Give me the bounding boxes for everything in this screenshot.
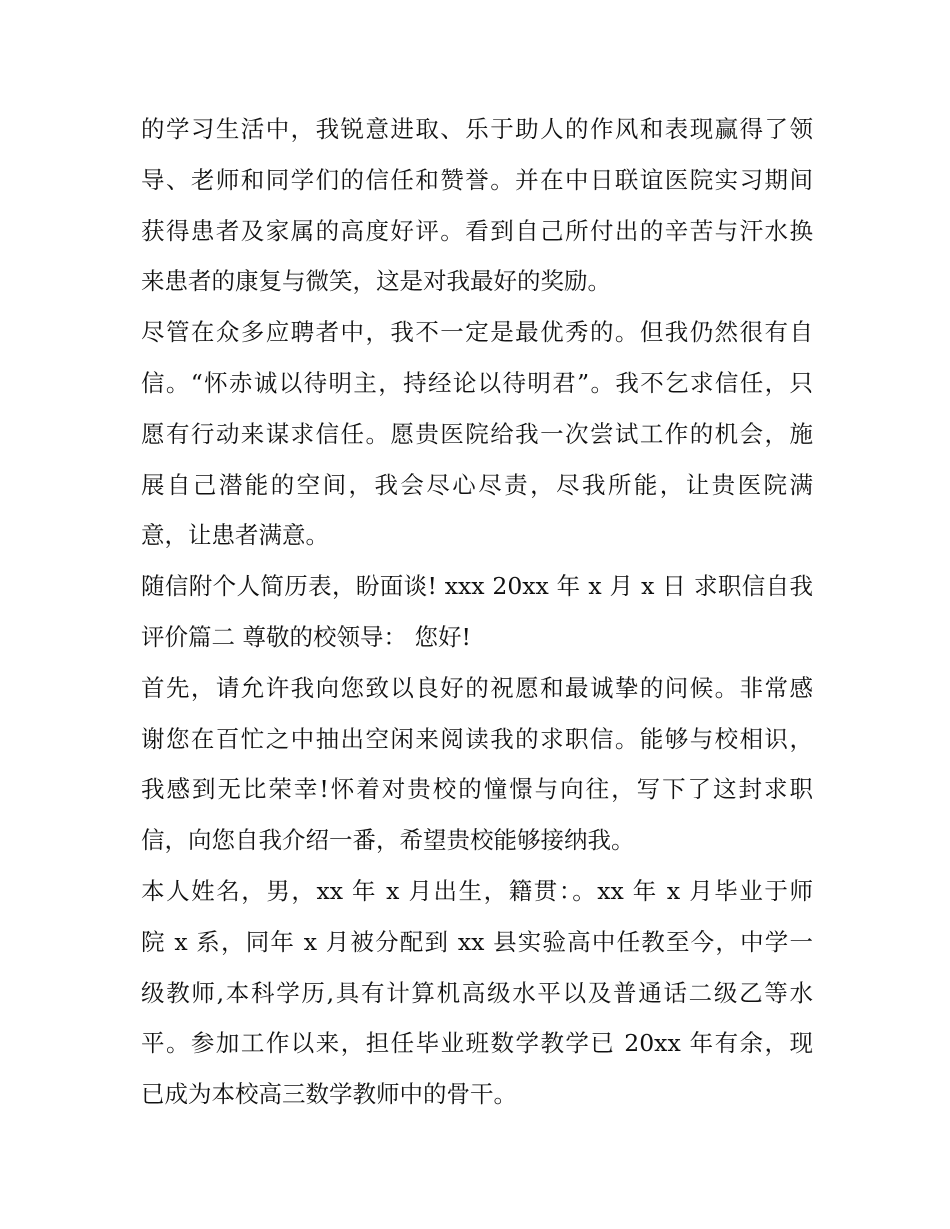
text-line: 展自己潜能的空间，我会尽心尽责，尽我所能，让贵医院满 (141, 470, 813, 499)
text-line: 获得患者及家属的高度好评。看到自己所付出的辛苦与汗水换 (141, 216, 813, 245)
text-line: 本人姓名，男，xx 年 x 月出生，籍贯：。xx 年 x 月毕业于师 (141, 876, 813, 905)
text-line: 我感到无比荣幸!怀着对贵校的憧憬与向往，写下了这封求职 (141, 775, 813, 804)
text-line: 意，让患者满意。 (141, 521, 329, 550)
text-line: 来患者的康复与微笑，这是对我最好的奖励。 (141, 267, 611, 296)
text-line: 级教师,本科学历,具有计算机高级水平以及普通话二级乙等水 (141, 978, 813, 1007)
text-line: 导、老师和同学们的信任和赞誉。并在中日联谊医院实习期间 (141, 165, 813, 194)
text-line: 信。“怀赤诚以待明主，持经论以待明君”。我不乞求信任，只 (141, 368, 813, 397)
text-line: 院 x 系，同年 x 月被分配到 xx 县实验高中任教至今，中学一 (141, 927, 813, 956)
text-line: 随信附个人简历表，盼面谈! xxx 20xx 年 x 月 x 日 求职信自我 (141, 572, 813, 601)
text-line: 愿有行动来谋求信任。愿贵医院给我一次尝试工作的机会，施 (141, 419, 813, 448)
text-line: 评价篇二 尊敬的校领导： 您好! (141, 622, 471, 651)
document-body (141, 104, 813, 1120)
text-line: 平。参加工作以来，担任毕业班数学教学已 20xx 年有余，现 (141, 1029, 813, 1058)
text-line: 谢您在百忙之中抽出空闲来阅读我的求职信。能够与校相识， (141, 724, 813, 753)
text-line: 首先，请允许我向您致以良好的祝愿和最诚挚的问候。非常感 (141, 673, 813, 702)
text-line: 的学习生活中，我锐意进取、乐于助人的作风和表现赢得了领 (141, 115, 813, 143)
text-line: 信，向您自我介绍一番，希望贵校能够接纳我。 (141, 826, 635, 855)
text-line: 已成为本校高三数学教师中的骨干。 (141, 1080, 517, 1109)
text-line: 尽管在众多应聘者中，我不一定是最优秀的。但我仍然很有自 (141, 318, 813, 347)
